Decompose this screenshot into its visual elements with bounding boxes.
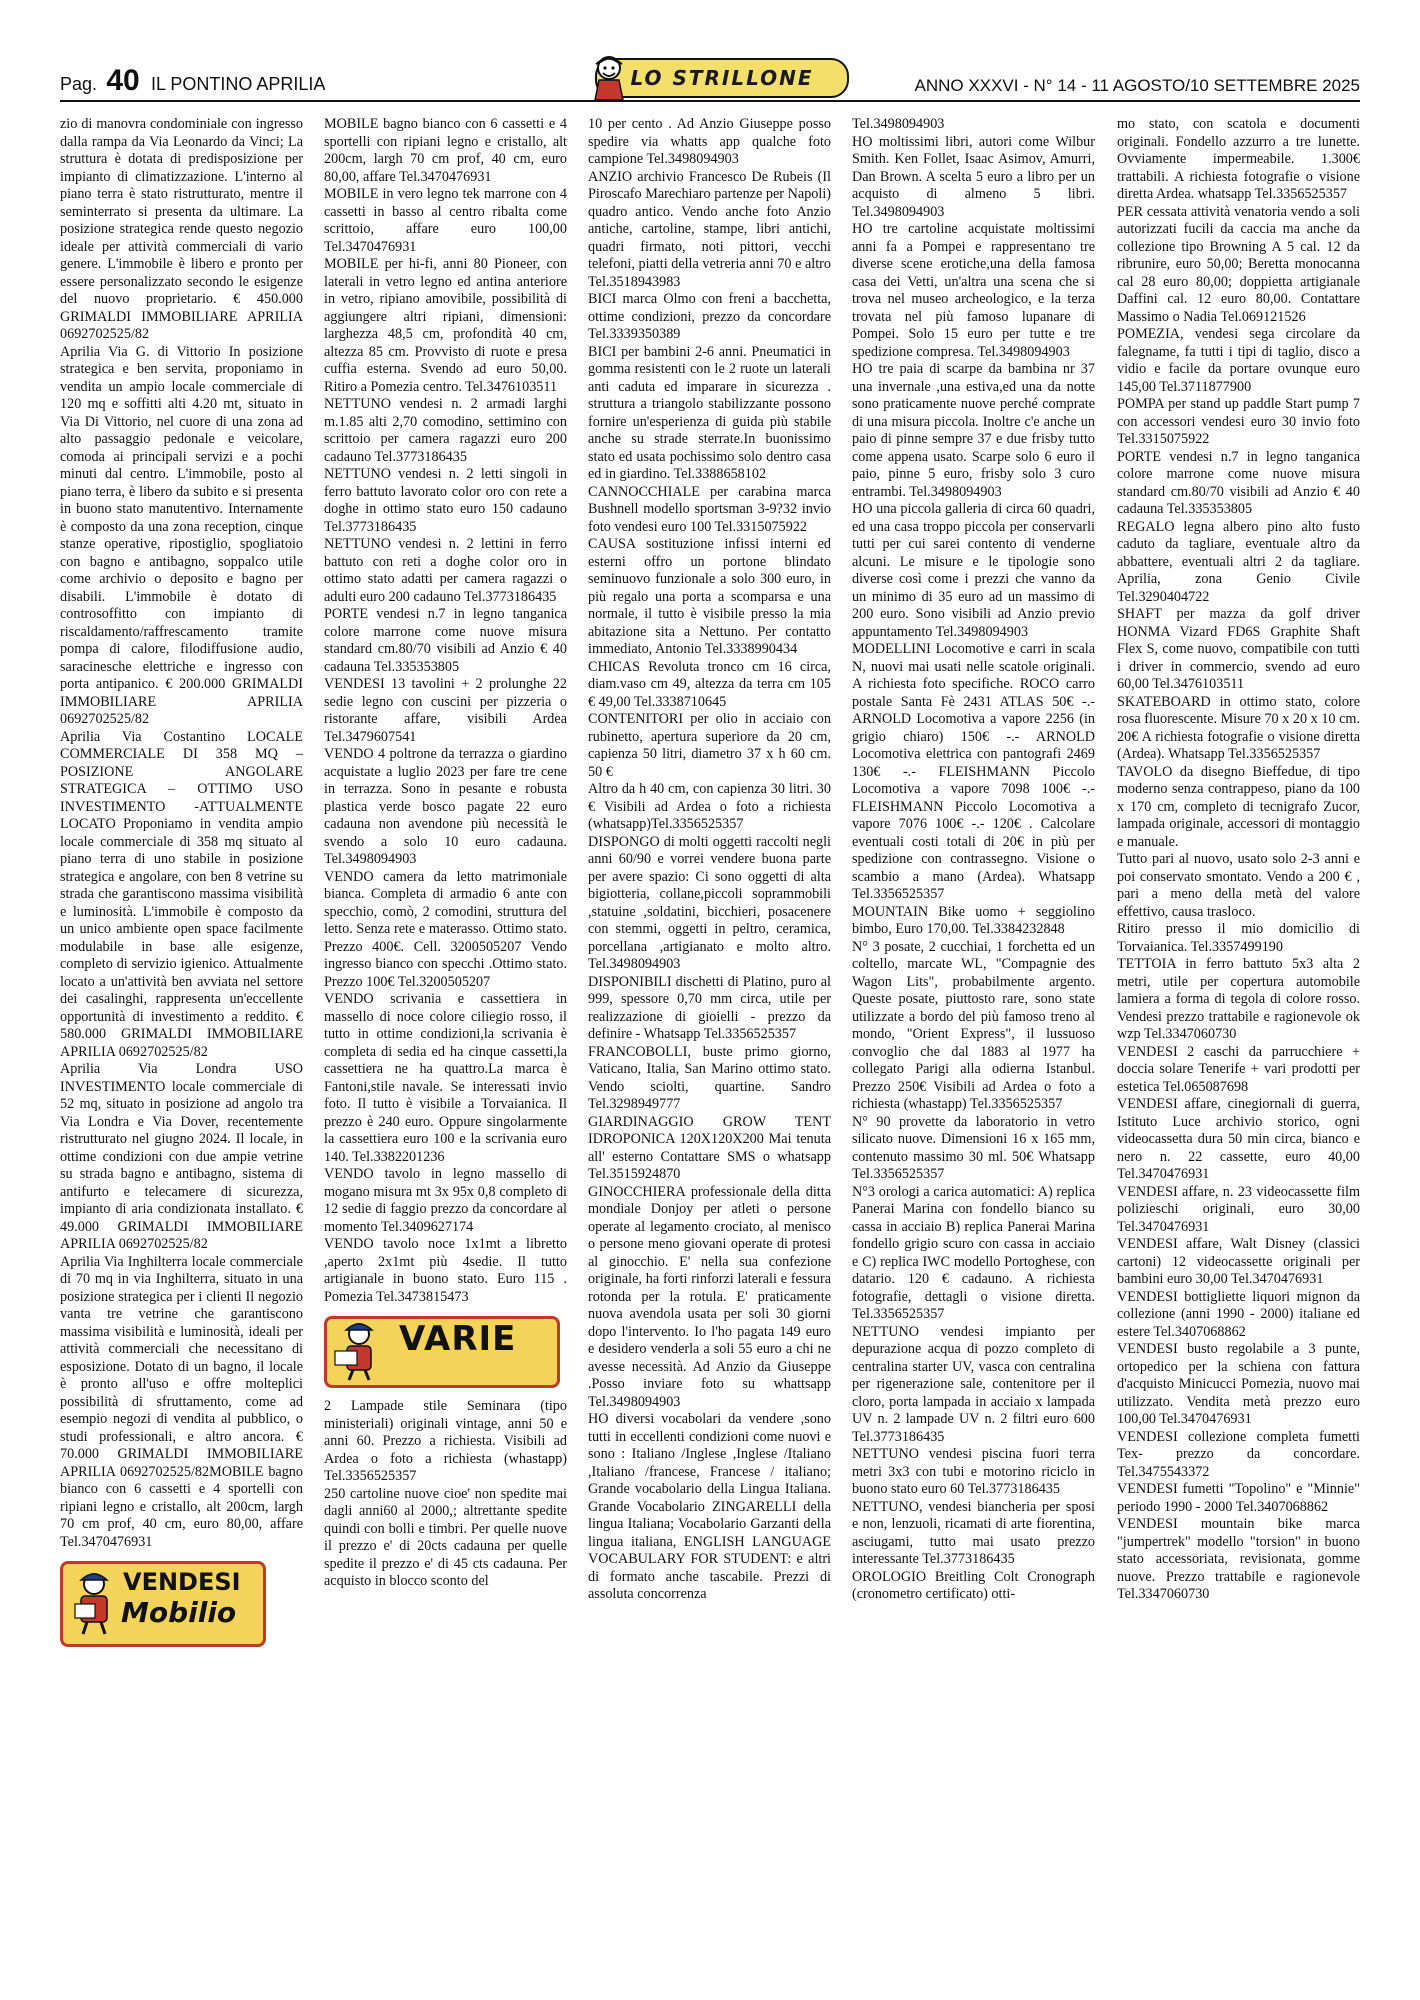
classified-ad: VENDO scrivania e cassettiera in massello di noce colore ciliegio rosso, il tutto in ottime condizioni,la scrivania è completa di sedia ed ha cinque cassetti,la cassettiera ne ha quattro.La marca è Fantoni,stile navale. Se interessati invio foto. Il tutto è visibile a Torvaianica. Il prezzo è 240 euro. Oppure singolarmente la cassettiera euro 100 e la scrivania euro 140. Tel.3382201236 — [324, 991, 567, 1165]
classified-ad: mo stato, con scatola e documenti originali. Fondello azzurro a tre lunette. Ovviamente impermeabile. 1.300€ trattabili. A richiesta fotografie o visione diretta Ardea. whatsapp Tel.3356525357 — [1117, 116, 1360, 202]
classified-ad: GIARDINAGGIO GROW TENT IDROPONICA 120X120X200 Mai tenuta all' esterno Contattare SMS o whatsapp Tel.3515924870 — [588, 1113, 831, 1182]
classified-ad: zio di manovra condominiale con ingresso dalla rampa da Via Leonardo da Vinci; La struttura è dotata di predisposizione per impianto di climatizzazione. L'interno al piano terra è stato ristrutturato, mentre il seminterrato si presenta da ultimare. La posizione strategica rende questo negozio ideale per attività commerciali di vario genere. L'immobile è libero e pronto per essere personalizzato secondo le esigenze del nuovo proprietario. € 450.000 GRIMALDI IMMOBILIARE APRILIA 0692702525/82 — [60, 116, 303, 342]
classified-ad: TAVOLO da disegno Bieffedue, di tipo moderno senza contrappeso, piano da 100 x 170 cm, completo di tecnigrafo Zucor, lampada originale, accessori di montaggio e manuale. — [1117, 763, 1360, 850]
varie-badge — [324, 1316, 560, 1388]
classified-ad: BICI marca Olmo con freni a bacchetta, ottime condizioni, prezzo da concordare Tel.3339350389 — [588, 291, 831, 342]
classified-ad: Aprilia Via Costantino LOCALE COMMERCIALE DI 358 MQ – POSIZIONE ANGOLARE STRATEGICA – OTTIMO USO INVESTIMENTO -ATTUALMENTE LOCATO Proponiamo in vendita ampio locale commerciale di 358 mq situato al piano terra di uno stabile in posizione strategica e angolare, con ben 8 vetrine su strada che garantiscono massima visibilità e luminosità. L'immobile è composto da un unico ambiente open space facilmente modulabile in base alle esigenze, completo di servizio igienico. Attualmente locato a un'attività ben avviata nel settore dei casalinghi, rappresenta un'eccellente opportunità di investimento a reddito. € 580.000 GRIMALDI IMMOBILIARE APRILIA 0692702525/82 — [60, 728, 303, 1060]
column-5 — [1117, 116, 1360, 1604]
classified-ad: HO tre paia di scarpe da bambina nr 37 una invernale ,una estiva,ed una da notte sono praticamente nuove perché comprate di una misura piccola. Inoltre c'e anche un paio di pinne sempre 37 e due frisby tutto come appena usato. Scarpe solo 6 euro il paio, pinne 5 euro, frisby solo 3 curo entrambi. Tel.3498094903 — [852, 361, 1095, 500]
classified-ad: MOBILE bagno bianco con 6 cassetti e 4 sportelli con ripiani legno e cristallo, alt 200cm, largh 70 cm prof, 40 cm, euro 80,00, affare Tel.3470476931 — [324, 116, 567, 185]
classified-ad: PER cessata attività venatoria vendo a soli autorizzati fucili da caccia ma anche da collezione tipo Browning A 5 cal. 12 da ribrunire, euro 50,00; Beretta monocanna cal 28 euro 80,00; doppietta artigianale Daffini cal. 12 euro 80,00. Contattare Massimo o Nadia Tel.069121526 — [1117, 203, 1360, 325]
classified-ad: Tel.3498094903 — [852, 116, 945, 132]
classified-ad: Ritiro presso il mio domicilio di Torvaianica. Tel.3357499190 — [1117, 921, 1360, 955]
classified-ad: ANZIO archivio Francesco De Rubeis (Il Piroscafo Marechiaro partenze per Napoli) quadro antico. Vendo anche foto Anzio antiche, cartoline, stampe, libri antichi, quadri firmato, noti pittori, vecchi telefoni, piatti della vetreria anni 70 e altro Tel.3518943983 — [588, 168, 831, 290]
page-label: Pag. — [60, 74, 98, 94]
classified-ad: VENDO tavolo noce 1x1mt a libretto ,aperto 2x1mt più 4sedie. Il tutto artigianale in buono stato. Euro 115 . Pomezia Tel.3473815473 — [324, 1236, 567, 1305]
column-4-ads — [852, 116, 1095, 1604]
classified-ad: OROLOGIO Breitling Colt Cronograph (cronometro certificato) otti- — [852, 1568, 1095, 1602]
classified-ad: CHICAS Revoluta tronco cm 16 circa, diam.vaso cm 49, altezza da terra cm 105 € 49,00 Tel.3338710645 — [588, 658, 831, 710]
classified-ad: VENDESI 2 caschi da parrucchiere + doccia solare Tenerife + vari prodotti per estetica Tel.065087698 — [1117, 1043, 1360, 1095]
classified-ad: VENDESI affare, n. 23 videocassette film polizieschi originali, euro 30,00 Tel.3470476931 — [1117, 1183, 1360, 1235]
classified-ad: Aprilia Via Londra USO INVESTIMENTO locale commerciale di 52 mq, situato in posizione ad angolo tra Via Londra e Via Dover, recentemente ristrutturato nel giugno 2024. Il locale, in ottime condizioni con due ampie vetrine su strada bagno e antibagno, sistema di antifurto e telecamere di sicurezza, impianto di aria condizionata installato. € 49.000 GRIMALDI IMMOBILIARE APRILIA 0692702525/82 — [60, 1061, 303, 1252]
classified-ad: VENDESI collezione completa fumetti Tex- prezzo da concordare. Tel.3475543372 — [1117, 1428, 1360, 1480]
classified-ad: VENDO camera da letto matrimoniale bianca. Completa di armadio 6 ante con specchio, comò, 2 comodini, struttura del letto. Senza rete e materasso. Ottimo stato. Prezzo 400€. Cell. 3200505207 Vendo ingresso bianco con specchi .Ottimo stato. Prezzo 100€ Tel.3200505207 — [324, 868, 567, 990]
classified-ad: 250 cartoline nuove cioe' non spedite mai dagli anni60 al 2000,; altrettante spedite quindi con bolli e timbri. Per quelle nuove il prezzo e' di 20cts cadauna per quelle spedite il prezzo e' di 45 cts cadauna. Per acquisto in blocco sconto del — [324, 1485, 567, 1589]
column-2-mobili-ads — [324, 116, 567, 1306]
classified-ad: DISPONIBILI dischetti di Platino, puro al 999, spessore 0,70 mm circa, utile per realizzazione di gioielli - prezzo da definire - Whatsapp Tel.3356525357 — [588, 973, 831, 1042]
classified-ad: MOBILE per hi-fi, anni 80 Pioneer, con laterali in vetro legno ed antina anteriore in vetro, ripiano amovibile, possibilità di aggiungere altri ripiani, dimensioni: larghezza 48,5 cm, profondità 40 cm, altezza 85 cm. Provvisto di ruote e presa cuffia esterna. Svendo ad euro 50,00. Ritiro a Pomezia centro. Tel.3476103511 — [324, 256, 567, 395]
newsboy-mascot-icon — [587, 52, 631, 102]
masthead-logo-text: LO STRILLONE — [630, 66, 814, 90]
classified-ad: N°3 orologi a carica automatici: A) replica Panerai Marina con fondello bianco su cassa in acciaio B) replica Panerai Marina fondello grigio scuro con cassa in acciaio e C) replica IWC modello Portoghese, con datario. 120 € cadauno. A richiesta fotografie, dettagli o visione diretta. Tel.3356525357 — [852, 1183, 1095, 1322]
newsboy-figure-icon — [331, 1321, 387, 1381]
column-1-ads — [60, 116, 303, 1551]
classified-ad: VENDESI fumetti "Topolino" e "Minnie" periodo 1990 - 2000 Tel.3407068862 — [1117, 1481, 1360, 1515]
classified-ad: NETTUNO vendesi n. 2 letti singoli in ferro battuto lavorato color oro con rete a doghe in ottimo stato euro 150 cadauno Tel.3773186435 — [324, 466, 567, 535]
publication-name: IL PONTINO APRILIA — [150, 74, 326, 94]
classified-ad: REGALO legna albero pino alto fusto caduto da tagliare, eventuale altro da abbattere, eventuali altri 2 da tagliare. Aprilia, zona Genio Civile Tel.3290404722 — [1117, 518, 1360, 605]
newsboy-figure-icon — [69, 1570, 119, 1636]
classified-ad: HO moltissimi libri, autori come Wilbur Smith. Ken Follet, Isaac Asimov, Amurri, Dan Brown. A scelta 5 euro a libro per un acquisto di almeno 5 libri. Tel.3498094903 — [852, 133, 1095, 220]
classified-ad: 10 per cento . Ad Anzio Giuseppe posso spedire via whatts app qualche foto campione Tel.3498094903 — [588, 116, 831, 167]
classified-ad: NETTUNO vendesi impianto per depurazione acqua di pozzo completo di centralina starter UV, vasca con centralina per rigenerazione sale, contenitore per il cloro, porta lampada in acciaio x lampada UV n. 2 lampade UV n. 2 filtri euro 600 Tel.3773186435 — [852, 1323, 1095, 1445]
varie-label: VARIE — [399, 1319, 517, 1359]
classifieds-columns — [60, 116, 1360, 1976]
vendesi-label: VENDESI — [123, 1568, 241, 1596]
classified-ad: VENDO tavolo in legno massello di mogano misura mt 3x 95x 0,8 completo di 12 sedie di faggio prezzo da concordare al momento Tel.3409627174 — [324, 1166, 567, 1235]
classified-ad: VENDESI busto regolabile a 3 punte, ortopedico per la schiena con fattura d'acquisto Minicucci Pomezia, nuovo mai utilizzato. Vendita metà prezzo euro 100,00 Tel.3470476931 — [1117, 1341, 1360, 1427]
classified-ad: MODELLINI Locomotive e carri in scala N, nuovi mai usati nelle scatole originali. A richiesta foto specifiche. ROCO carro postale Santa Fè 2431 ATLAS 50€ -.- ARNOLD Locomotiva a vapore 2256 (in grigio chiaro) 150€ -.- ARNOLD Locomotiva elettrica con pantografi 2469 130€ -.- FLEISHMANN Piccolo Locomotiva a vapore 7098 100€ -.- FLEISHMANN Piccolo Locomotiva a vapore 7076 100€ -.- 120€ . Calcolare eventuali costi totali di 20€ in più per spedizione con contrassegno. Visione o scambio a mano (Ardea). Whatsapp Tel.3356525357 — [852, 641, 1095, 902]
column-2 — [324, 116, 567, 1591]
classified-ad: Altro da h 40 cm, con capienza 30 litri. 30 € Visibili ad Ardea o foto a richiesta (whatsapp)Tel.3356525357 — [588, 781, 831, 832]
classified-ad: CANNOCCHIALE per carabina marca Bushnell modello sportsman 3-9?32 invio foto vendesi euro 100 Tel.3315075922 — [588, 483, 831, 535]
classified-ad: DISPONGO di molti oggetti raccolti negli anni 60/90 e vorrei vendere buona parte per avere spazio: Ci sono oggetti di alta bigiotteria, collane,piccoli soprammobili ,statuine ,soldatini, bicchieri, posacenere con stemmi, oggetti in peltro, ceramica, porcellana ,artigianato e molto altro. Tel.3498094903 — [588, 833, 831, 972]
column-5-ads — [1117, 116, 1360, 1604]
classified-ad: SHAFT per mazza da golf driver HONMA Vizard FD6S Graphite Shaft Flex S, come nuovo, compatibile con tutti i driver in commercio, svendo ad euro 60,00 Tel.3476103511 — [1117, 606, 1360, 692]
classified-ad: Aprilia Via G. di Vittorio In posizione strategica e ben servita, proponiamo in vendita un ampio locale commerciale di 120 mq e soffitti alti 4.20 mt, situato in Via Di Vittorio, nel cuore di una zona ad alto passaggio pedonale e veicolare, comoda ai principali servizi e a pochi minuti dal centro. L'immobile, posto al piano terra, è libero da subito e si presenta in buono stato manutentivo. Internamente è composto da una zona reception, cinque stanze operative, ripostiglio, spogliatoio con bagno e antibagno, soppalco utile come archivio o deposito e bagno per disabili. L'immobile è dotato di controsoffitto con impianto di riscaldamento/raffrescamento tramite pompa di calore, filodiffusione audio, saracinesche elettriche e ingresso con porta antipanico. € 200.000 GRIMALDI IMMOBILIARE APRILIA 0692702525/82 — [60, 343, 303, 727]
column-4 — [852, 116, 1095, 1604]
classified-ad: VENDESI bottigliette liquori mignon da collezione (anni 1990 - 2000) italiane ed estere Tel.3407068862 — [1117, 1288, 1360, 1340]
page-info — [60, 64, 325, 98]
classified-ad: VENDESI mountain bike marca "jumpertrek" modello "torsion" in buono stato accessoriata, revisionata, gomme nuove. Prezzo trattabile e ragionevole Tel.3347060730 — [1117, 1516, 1360, 1602]
classified-ad: CAUSA sostituzione infissi interni ed esterni offro un portone blindato seminuovo funzionale a solo 300 euro, in più regalo una porta a scomparsa e una normale, il tutto è visibile presso la mia abitazione sita a Nettuno. Per contatto immediato, Antonio Tel.3338990434 — [588, 536, 831, 657]
header-rule — [60, 100, 1360, 102]
classified-ad: BICI per bambini 2-6 anni. Pneumatici in gomma resistenti con le 2 ruote un laterali anti caduta ed imparare in sicurezza . struttura a triangolo stabilizzante possono fornire un'esperienza di guida più stabile anche su strade sterrate.In buonissimo stato ed usata pochissimo solo dentro casa ed in giardino. Tel.3388658102 — [588, 343, 831, 482]
vendesi-mobilio-badge — [60, 1561, 266, 1647]
classified-ad: MOBILE in vero legno tek marrone con 4 cassetti in basso al centro ribalta come scrittoio, affare euro 100,00 Tel.3470476931 — [324, 186, 567, 255]
classified-ad: MOUNTAIN Bike uomo + seggiolino bimbo, Euro 170,00. Tel.3384232848 — [852, 903, 1095, 937]
classified-ad: VENDESI 13 tavolini + 2 prolunghe 22 sedie legno con cuscini per pizzeria o ristorante affare, visibili Ardea Tel.3479607541 — [324, 676, 567, 745]
classified-ad: NETTUNO vendesi n. 2 lettini in ferro battuto con reti a doghe color oro in ottimo stato adatti per camera ragazzi o adulti euro 200 cadauno Tel.3773186435 — [324, 536, 567, 605]
page-header — [60, 58, 1360, 102]
issue-info: ANNO XXXVI - N° 14 - 11 AGOSTO/10 SETTEMBRE 2025 — [914, 76, 1360, 95]
classified-ad: HO una piccola galleria di circa 60 quadri, ed una casa troppo piccola per conservarli tutti per cui sarei contento di venderne alcuni. Le misure e le tipologie sono diverse così come i prezzi che vanno da un minimo di 35 euro ad un massimo di 200 euro. Sono visibili ad Anzio previo appuntamento Tel.3498094903 — [852, 501, 1095, 640]
classified-ad: HO diversi vocabolari da vendere ,sono tutti in eccellenti condizioni come nuovi e sono : Italiano /Inglese ,Inglese /Italiano ,Italiano /francese, Francese / italiano; Grande vocabolario della Lingua Italiana. Grande Vocabolario ZINGARELLI della lingua Italiana; Vocabolario Garzanti della lingua italiana, ENGLISH LANGUAGE VOCABULARY FOR STUDENT: e altri di formato anche tascabile. Prezzi di assoluta concorrenza — [588, 1411, 831, 1602]
classified-ad: Aprilia Via Inghilterra locale commerciale di 70 mq in via Inghilterra, situato in una posizione strategica per i clienti Il negozio vanta tre vetrine che garantiscono massima visibilità e luminosità, ideali per attività commerciali che necessitano di esposizione. Dotato di un bagno, il locale è pronto all'uso e offre molteplici possibilità di sfruttamento, come ad esempio negozi di vendita al pubblico, o studi professionali, e altro ancora. € 70.000 GRIMALDI IMMOBILIARE APRILIA 0692702525/82MOBILE bagno bianco con 6 cassetti e 4 sportelli con ripiani legno e cristallo, alt 200cm, largh 70 cm prof, 40 cm, euro 80,00, affare Tel.3470476931 — [60, 1253, 303, 1550]
classified-ad: NETTUNO, vendesi biancheria per sposi e non, lenzuoli, ricamati di arte fiorentina, asciugami, tutto mai usato prezzo interessante Tel.3773186435 — [852, 1498, 1095, 1567]
mobilio-label: Mobilio — [121, 1596, 237, 1629]
classified-ad: TETTOIA in ferro battuto 5x3 alta 2 metri, utile per copertura automobile lamiera a forma di tegola di colore rosso. Vendesi prezzo trattabile e ragionevole ok wzp Tel.3347060730 — [1117, 956, 1360, 1042]
classified-ad: VENDO 4 poltrone da terrazza o giardino acquistate a luglio 2023 per fare tre cene in terrazza. Sono in pesante e robusta plastica verde bosco pagate 22 euro cadauna non avendone più necessità le svendo a solo 10 euro cadauna. Tel.3498094903 — [324, 746, 567, 867]
classified-ad: NETTUNO vendesi n. 2 armadi larghi m.1.85 alti 2,70 comodino, settimino con scrittoio per camera ragazzi euro 200 cadauno Tel.3773186435 — [324, 396, 567, 465]
classified-ad: POMEZIA, vendesi sega circolare da falegname, fa tutti i tipi di taglio, disco a vidio e facile da portare ovunque euro 145,00 Tel.3711877900 — [1117, 326, 1360, 395]
classified-ad: 2 Lampade stile Seminara (tipo ministeriali) originali vintage, anni 50 e anni 60. Prezzo a richiesta. Visibili ad Ardea o foto a richiesta (whastapp) Tel.3356525357 — [324, 1398, 567, 1484]
classified-ad: NETTUNO vendesi piscina fuori terra metri 3x3 con tubi e motorino riciclo in buono stato euro 60 Tel.3773186435 — [852, 1446, 1095, 1497]
classified-ad: HO tre cartoline acquistate moltissimi anni fa a Pompei e rappresentano tre diverse scene erotiche,una della famosa casa dei Vetti, un'altra una scena che si trova nel museo archeologico, e la terza trovata nel più famoso lupanare di Pompei. Solo 15 euro per tutte e tre spedizione compresa. Tel.3498094903 — [852, 221, 1095, 360]
column-1 — [60, 116, 303, 1647]
classified-ad: N° 3 posate, 2 cucchiai, 1 forchetta ed un coltello, marcate WL, "Compagnie des Wagon Lits", probabilmente argento. Queste posate, piuttosto rare, sono state utilizzate a bordo del più famoso treno al mondo, "Orient Express", il lussuoso convoglio che dal 1883 al 1977 ha collegato Parigi alla odierna Istanbul. Prezzo 250€ Visibili ad Ardea o foto a richiesta (whastapp) Tel.3356525357 — [852, 938, 1095, 1112]
classified-ad: POMPA per stand up paddle Start pump 7 con accessori vendesi euro 30 invio foto Tel.3315075922 — [1117, 396, 1360, 447]
classified-ad: GINOCCHIERA professionale della ditta mondiale Donjoy per atleti o persone operate al legamento crociato, al menisco o persone meno giovani operate di protesi al ginocchio. E' nella sua confezione originale, ha forti rinforzi laterali e fessura rotonda per la rotula. E' praticamente nuova avendola usata per soli 30 giorni dopo l'intervento. Io l'ho pagata 149 euro e desidero venderla a soli 55 euro a chi ne avesse necessità. Ad Anzio da Giuseppe .Posso inviare foto su whattsapp Tel.3498094903 — [588, 1183, 831, 1410]
classified-ad: FRANCOBOLLI, buste primo giorno, Vaticano, Italia, San Marino ottimo stato. Vendo sciolti, quartine. Sandro Tel.3298949777 — [588, 1043, 831, 1112]
classified-ad: PORTE vendesi n.7 in legno tanganica colore marrone come nuove misura standard cm.80/70 visibili ad Anzio € 40 cadauna Tel.335353805 — [1117, 448, 1360, 517]
classified-ad: N° 90 provette da laboratorio in vetro silicato nuove. Dimensioni 16 x 165 mm, contenuto massimo 30 ml. 50€ Whatsapp Tel.3356525357 — [852, 1113, 1095, 1182]
column-2-varie-ads — [324, 1398, 567, 1591]
classified-ad: VENDESI affare, Walt Disney (classici cartoni) 12 videocassette originali per bambini euro 30,00 Tel.3470476931 — [1117, 1236, 1360, 1287]
classified-ad: SKATEBOARD in ottimo stato, colore rosa fluorescente. Misure 70 x 20 x 10 cm. 20€ A richiesta fotografie o visione diretta (Ardea). Whatsapp Tel.3356525357 — [1117, 693, 1360, 762]
page-number: 40 — [106, 64, 140, 97]
classified-ad: VENDESI affare, cinegiornali di guerra, Istituto Luce archivio storico, ogni videocassetta dura 50 min circa, bianco e nero n. 22 cassette, euro 40,00 Tel.3470476931 — [1117, 1096, 1360, 1182]
classified-ad: Tutto pari al nuovo, usato solo 2-3 anni e poi conservato smontato. Vendo a 200 € , pari a meno della metà del valore effettivo, causa trasloco. — [1117, 851, 1360, 920]
column-3-ads — [588, 116, 831, 1604]
classified-ad: PORTE vendesi n.7 in legno tanganica colore marrone come nuove misura standard cm.80/70 visibili ad Anzio € 40 cadauna Tel.335353805 — [324, 606, 567, 675]
masthead-logo — [595, 58, 849, 98]
column-3 — [588, 116, 831, 1604]
classified-ad: CONTENITORI per olio in acciaio con rubinetto, apertura superiore da 20 cm, capienza 50 litri, diametro 37 x h 60 cm. 50 € — [588, 711, 831, 780]
